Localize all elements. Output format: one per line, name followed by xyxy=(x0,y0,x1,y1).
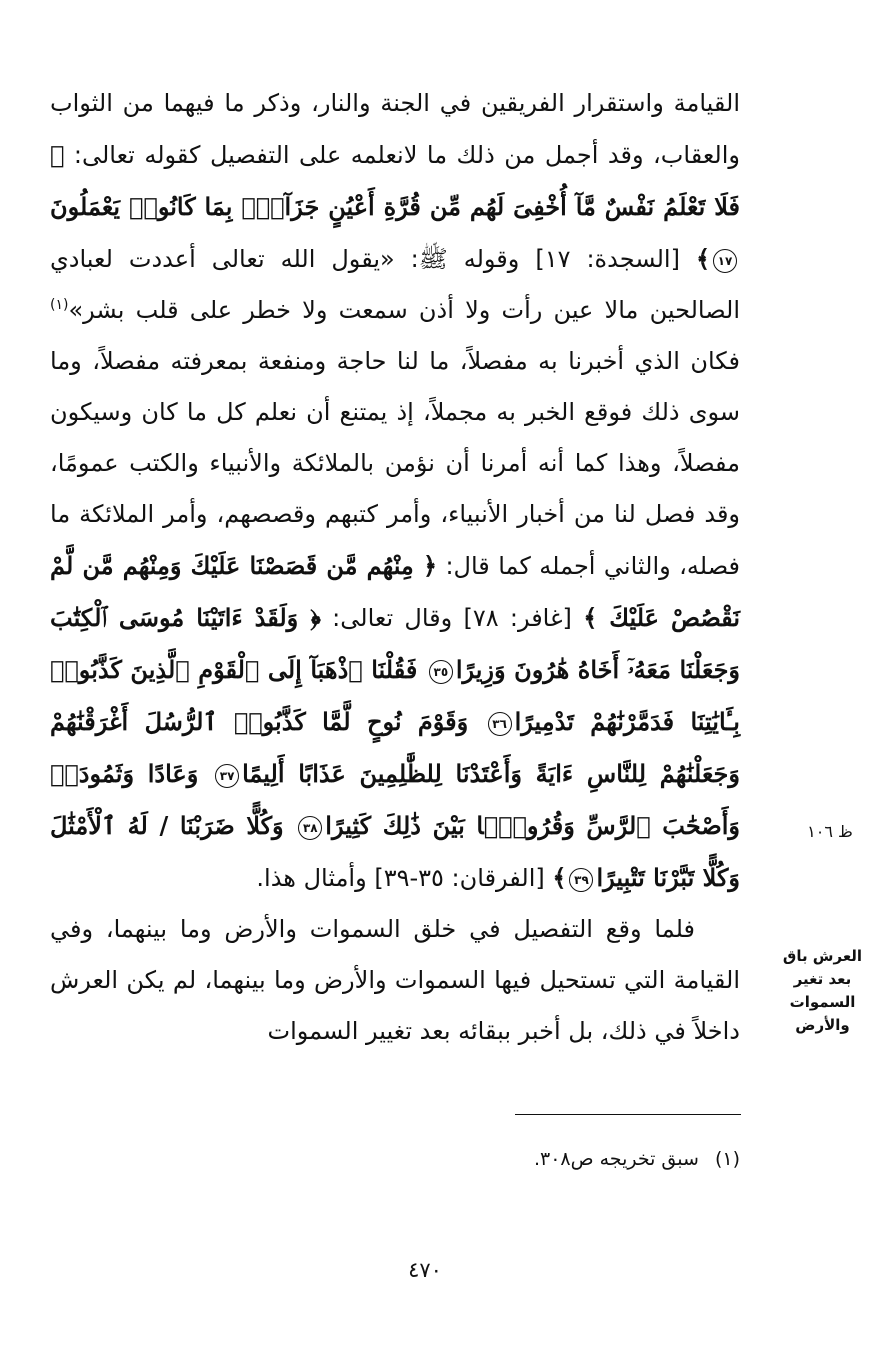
footnote-number: (١) xyxy=(714,1148,740,1170)
quran-verse xyxy=(50,603,740,892)
text-segment: القيامة واستقرار الفريقين في الجنة والنار، وذكر ما فيهما من الثواب والعقاب، وقد أجمل من ذلك ما لانعلمه على التفصيل كقوله تعالى: xyxy=(50,89,740,169)
paragraph-1 xyxy=(50,78,740,904)
text-segment: [السجدة: ١٧] وقوله ﷺ: «يقول الله تعالى أعددت لعبادي الصالحين مالا عين رأت ولا أذن سمعت ولا خطر على قلب بشر» xyxy=(50,245,740,324)
ayah-number-marker: ٣٦ xyxy=(488,712,512,736)
footnote-separator xyxy=(515,1114,741,1115)
footnote-reference[interactable]: (١) xyxy=(50,297,69,313)
footnote-text: سبق تخريجه ص٣٠٨. xyxy=(533,1148,699,1170)
text-segment: [الفرقان: ٣٥-٣٩] وأمثال هذا. xyxy=(256,864,553,892)
margin-topic-heading: العرش باق بعد تغير السموات والأرض xyxy=(782,947,863,1034)
text-segment: فكان الذي أخبرنا به مفصلاً، ما لنا حاجة ومنفعة بمعرفته مفصلاً، وما سوى ذلك فوقع الخبر به مجملاً، إذ يمتنع أن نعلم كل ما كان وسيكون مفصلاً، وهذا كما أنه أمرنا أن نؤمن بالملائكة والأنبياء والكتب عمومًا، وقد فصل لنا من أخبار الأنبياء، وأمر كتبهم وقصصهم، وأمر الملائكة ما فصله، والثاني أجمله كما قال: xyxy=(50,347,740,580)
quran-verse: ﴿ مِنْهُم مَّن قَصَصْنَا عَلَيْكَ وَمِنْهُم مَّن لَّمْ نَقْصُصْ عَلَيْكَ ﴾ xyxy=(50,551,740,632)
quran-text: وَعَادًا وَثَمُودَا۟ وَأَصْحَٰبَ ٱلرَّسِّ وَقُرُونًۢا بَيْنَ ذَٰلِكَ كَثِيرًا xyxy=(50,759,740,840)
quran-text: وَكُلًّا ضَرَبْنَا / لَهُ ٱلْأَمْثَٰلَ وَكُلًّا تَبَّرْنَا تَتْبِيرًا xyxy=(50,811,740,892)
ayah-number-marker: ١٧ xyxy=(713,249,737,273)
quran-bracket: ﴾ xyxy=(695,244,710,273)
quran-text: وَقَوْمَ نُوحٍ لَّمَّا كَذَّبُوا۟ ٱلرُّسُلَ أَغْرَقْنَٰهُمْ وَجَعَلْنَٰهُمْ لِلنَّاسِ ءَايَةً وَأَعْتَدْنَا لِلظَّٰلِمِينَ عَذَابًا أَلِيمًا xyxy=(50,707,740,788)
quran-text: فَقُلْنَا ٱذْهَبَآ إِلَى ٱلْقَوْمِ ٱلَّذِينَ كَذَّبُوا۟ بِـَٔايَٰتِنَا فَدَمَّرْنَٰهُمْ تَدْمِيرًا xyxy=(50,655,740,736)
quran-bracket: ﴾ xyxy=(552,863,567,892)
text-segment: [غافر: ٧٨] وقال تعالى: xyxy=(320,604,584,632)
ayah-number-marker: ٣٩ xyxy=(569,868,593,892)
ayah-number-marker: ٣٧ xyxy=(215,764,239,788)
quran-text: ﴿ وَلَقَدْ ءَاتَيْنَا مُوسَى ٱلْكِتَٰبَ وَجَعَلْنَا مَعَهُۥٓ أَخَاهُ هَٰرُونَ وَزِيرًا xyxy=(50,603,741,684)
ayah-number-marker: ٣٥ xyxy=(429,660,453,684)
paragraph-2: فلما وقع التفصيل في خلق السموات والأرض وما بينهما، وفي القيامة التي تستحيل فيها السموات والأرض وما بينهما، لم يكن العرش داخلاً في ذلك، بل أخبر ببقائه بعد تغيير السموات xyxy=(50,915,740,1045)
page-number: ٤٧٠ xyxy=(408,1258,442,1282)
manuscript-folio-reference: ظ ١٠٦ xyxy=(807,822,853,841)
footnote xyxy=(300,1148,740,1170)
ayah-number-marker: ٣٨ xyxy=(298,816,322,840)
main-text xyxy=(50,78,740,1057)
quran-text: ﴿ فَلَا تَعْلَمُ نَفْسٌ مَّآ أُخْفِىَ لَهُم مِّن قُرَّةِ أَعْيُنٍ جَزَآءًۢ بِمَا كَانُوا۟ يَعْمَلُونَ xyxy=(50,140,740,221)
